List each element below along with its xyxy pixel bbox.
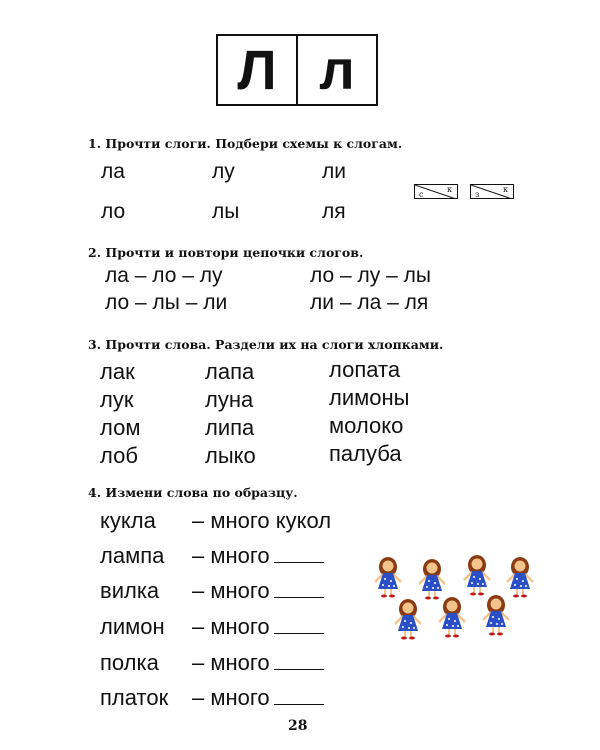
word-plural: – много [192, 650, 270, 675]
word-plural-line [192, 578, 324, 604]
lowercase-letter: л [296, 36, 376, 104]
word: лимоны [329, 385, 410, 410]
syllable-scheme [470, 184, 514, 199]
answer-blank [274, 703, 324, 705]
syllable-chain: ло – лу – лы [310, 264, 431, 287]
uppercase-letter: Л [237, 38, 277, 101]
syllable: ла [101, 160, 125, 183]
answer-blank [274, 596, 324, 598]
scheme-left-letter: с [419, 190, 424, 199]
answer-blank [274, 632, 324, 634]
word: лимон [100, 614, 165, 639]
word: лоб [100, 443, 138, 468]
scheme-right-letter: к [447, 185, 452, 194]
word: лук [100, 387, 134, 412]
syllable: ли [322, 160, 346, 183]
word: лом [100, 415, 141, 440]
word: лак [100, 359, 135, 384]
word: полка [100, 650, 159, 675]
syllable-chain: ла – ло – лу [105, 264, 223, 287]
word-plural-line [192, 650, 324, 676]
word-plural: – много [192, 578, 270, 603]
word: лопата [329, 357, 401, 382]
scheme-left-letter: з [475, 190, 480, 199]
syllable-chain: ло – лы – ли [105, 291, 228, 314]
doll-icon [507, 557, 533, 598]
word: луна [205, 387, 254, 412]
word: платок [100, 685, 169, 710]
word: палуба [329, 441, 402, 466]
word: молоко [329, 413, 404, 438]
word: лыко [205, 443, 256, 468]
word-plural-line [192, 685, 324, 711]
dolls-illustration [370, 555, 540, 650]
page-number: 28 [288, 718, 308, 734]
doll-icon [375, 557, 401, 598]
task4-instruction: 4. Измени слова по образцу. [88, 485, 298, 500]
doll-icon [395, 599, 421, 640]
task3-instruction: 3. Прочти слова. Раздели их на слоги хлопками. [88, 337, 444, 352]
doll-icon [439, 597, 465, 638]
word: лапа [205, 359, 255, 384]
word-plural: – много [192, 614, 270, 639]
word: лампа [100, 543, 165, 568]
word-plural-line [192, 543, 324, 569]
doll-icon [483, 595, 509, 636]
word-plural-line [192, 614, 324, 640]
doll-icon [419, 559, 445, 600]
answer-blank [274, 668, 324, 670]
syllable: ля [322, 200, 346, 223]
doll-icon [464, 555, 490, 596]
syllable: лу [212, 160, 235, 183]
syllable-chain: ли – ла – ля [310, 291, 429, 314]
task2-instruction: 2. Прочти и повтори цепочки слогов. [88, 245, 364, 260]
task1-instruction: 1. Прочти слоги. Подбери схемы к слогам. [88, 136, 403, 151]
answer-blank [274, 561, 324, 563]
letter-header [216, 34, 378, 106]
word: липа [205, 415, 255, 440]
syllable: ло [101, 200, 126, 223]
word: вилка [100, 578, 160, 603]
word-plural: – много [192, 543, 270, 568]
word: кукла [100, 508, 156, 533]
syllable-scheme [414, 184, 458, 199]
word-plural: – много [192, 685, 270, 710]
scheme-right-letter: к [503, 185, 508, 194]
syllable: лы [212, 200, 240, 223]
word-plural: – много кукол [192, 508, 332, 533]
